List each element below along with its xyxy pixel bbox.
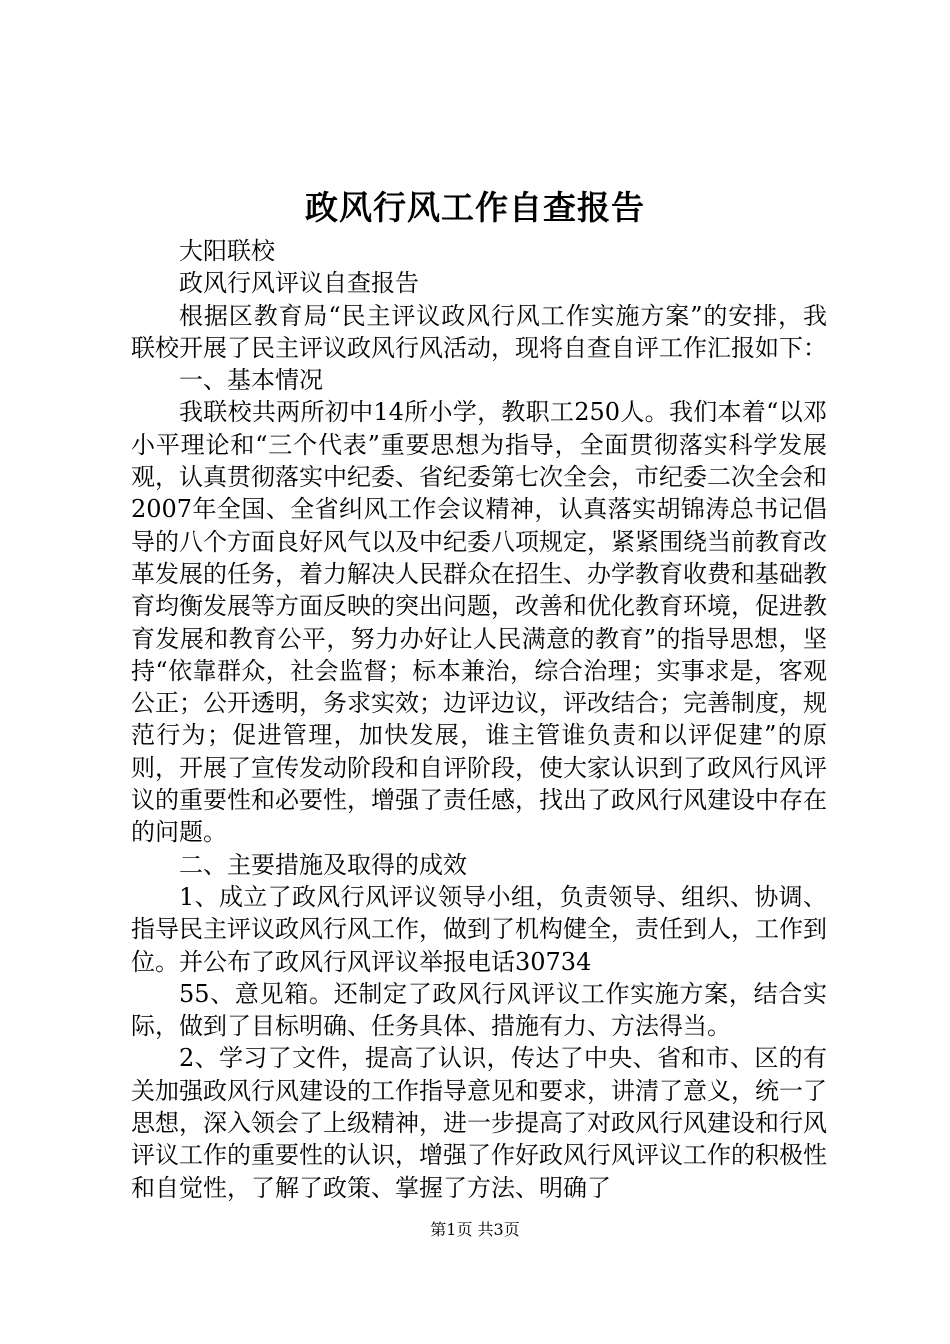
basic-situation-paragraph: 我联校共两所初中14所小学，教职工250人。我们本着“以邓小平理论和“三个代表”重要思想为指导，全面贯彻落实科学发展观，认真贯彻落实中纪委、省纪委第七次全会，市纪委二次全会和2007年全国、全省纠风工作会议精神，认真落实胡锦涛总书记倡导的八个方面良好风气以及中纪委八项规定，紧紧围绕当前教育改革发展的任务，着力解决人民群众在招生、办学教育收费和基础教育均衡发展等方面反映的突出问题，改善和优化教育环境，促进教育发展和教育公平，努力办好让人民满意的教育”的指导思想，坚持“依靠群众，社会监督；标本兼治，综合治理；实事求是，客观公正；公开透明，务求实效；边评边议，评改结合；完善制度，规范行为；促进管理，加快发展，谁主管谁负责和以评促建”的原则，开展了宣传发动阶段和自评阶段，使大家认识到了政风行风评议的重要性和必要性，增强了责任感，找出了政风行风建设中存在的问题。 <box>131 398 827 847</box>
page-footer: 第1页 共3页 <box>430 1220 520 1239</box>
section-heading-measures: 二、主要措施及取得的成效 <box>179 850 467 879</box>
measure-1-continuation: 55、意见箱。还制定了政风行风评议工作实施方案，结合实际，做到了目标明确、任务具体、措施有力、方法得当。 <box>131 979 827 1041</box>
measure-2-paragraph: 2、学习了文件，提高了认识，传达了中央、省和市、区的有关加强政风行风建设的工作指导意见和要求，讲清了意义，统一了思想，深入领会了上级精神，进一步提高了对政风行风建设和行风评议工作的重要性的认识，增强了作好政风行风评议工作的积极性和自觉性，了解了政策、掌握了方法、明确了 <box>131 1044 827 1202</box>
author-line: 大阳联校 <box>179 237 275 265</box>
document-body <box>131 235 827 1204</box>
page-title: 政风行风工作自查报告 <box>305 188 645 227</box>
section-heading-basic: 一、基本情况 <box>179 366 323 395</box>
subtitle-line: 政风行风评议自查报告 <box>179 269 419 298</box>
measure-1-paragraph: 1、成立了政风行风评议领导小组，负责领导、组织、协调、指导民主评议政风行风工作，做到了机构健全，责任到人，工作到位。并公布了政风行风评议举报电话30734 <box>131 882 827 976</box>
intro-paragraph: 根据区教育局“民主评议政风行风工作实施方案”的安排，我联校开展了民主评议政风行风活动，现将自查自评工作汇报如下： <box>131 301 827 362</box>
